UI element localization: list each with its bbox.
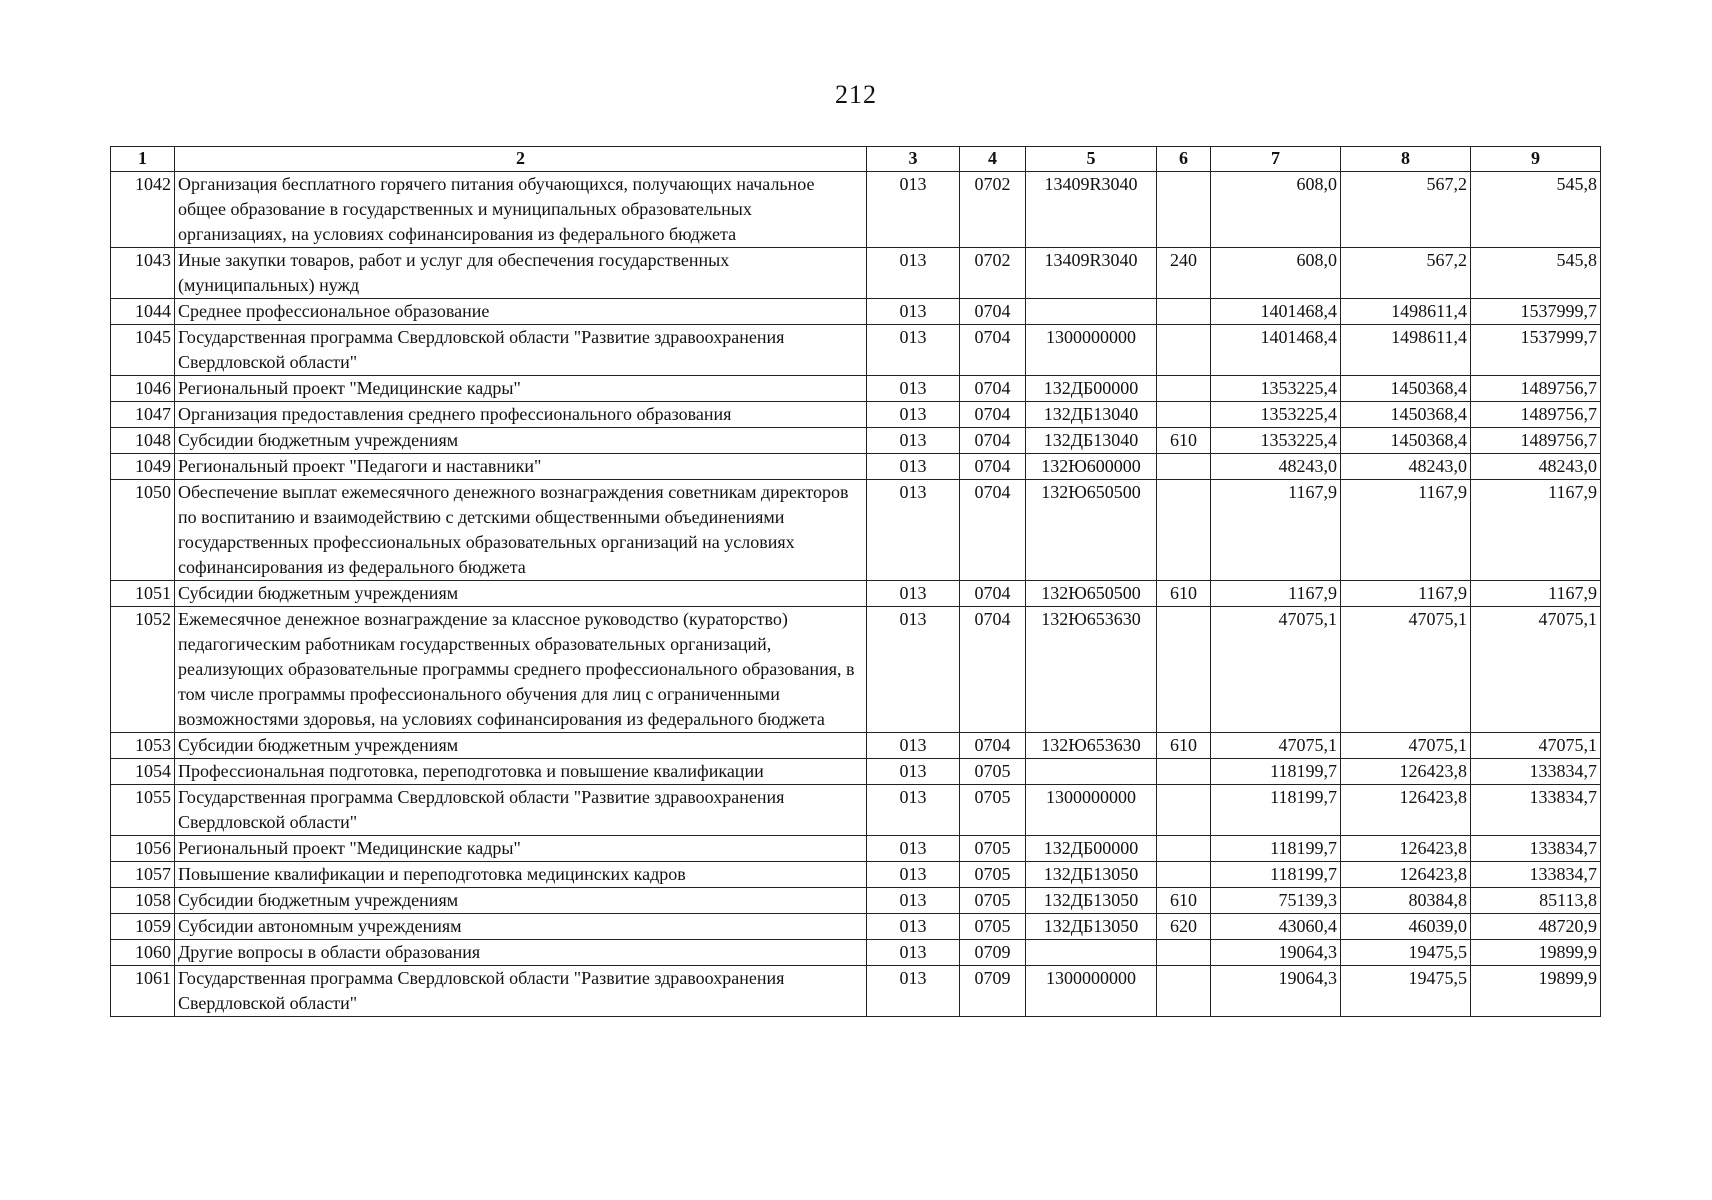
row-target-article: 1300000000 xyxy=(1026,785,1157,836)
row-expense-type: 610 xyxy=(1157,888,1211,914)
row-ministry-code: 013 xyxy=(867,940,960,966)
row-expense-type: 610 xyxy=(1157,428,1211,454)
table-row xyxy=(111,248,1601,299)
header-col-6: 6 xyxy=(1157,147,1211,172)
row-ministry-code: 013 xyxy=(867,248,960,299)
row-number: 1048 xyxy=(111,428,175,454)
table-row xyxy=(111,966,1601,1017)
row-ministry-code: 013 xyxy=(867,862,960,888)
row-target-article: 1300000000 xyxy=(1026,325,1157,376)
row-expense-type xyxy=(1157,607,1211,733)
row-amount-col8: 1498611,4 xyxy=(1341,325,1471,376)
row-amount-col9: 85113,8 xyxy=(1471,888,1601,914)
row-ministry-code: 013 xyxy=(867,325,960,376)
table-row xyxy=(111,607,1601,733)
row-description: Профессиональная подготовка, переподготовка и повышение квалификации xyxy=(175,759,867,785)
row-section-code: 0705 xyxy=(960,914,1026,940)
row-amount-col7: 75139,3 xyxy=(1211,888,1341,914)
row-ministry-code: 013 xyxy=(867,172,960,248)
row-amount-col9: 133834,7 xyxy=(1471,759,1601,785)
table-row xyxy=(111,454,1601,480)
row-description: Повышение квалификации и переподготовка медицинских кадров xyxy=(175,862,867,888)
row-expense-type xyxy=(1157,376,1211,402)
header-col-3: 3 xyxy=(867,147,960,172)
row-amount-col8: 1450368,4 xyxy=(1341,402,1471,428)
row-section-code: 0705 xyxy=(960,785,1026,836)
header-col-2: 2 xyxy=(175,147,867,172)
row-ministry-code: 013 xyxy=(867,966,960,1017)
row-target-article: 132Ю650500 xyxy=(1026,581,1157,607)
row-amount-col7: 43060,4 xyxy=(1211,914,1341,940)
row-target-article: 1300000000 xyxy=(1026,966,1157,1017)
row-amount-col9: 1167,9 xyxy=(1471,480,1601,581)
row-section-code: 0704 xyxy=(960,376,1026,402)
row-section-code: 0709 xyxy=(960,966,1026,1017)
row-amount-col8: 1167,9 xyxy=(1341,480,1471,581)
row-description: Субсидии бюджетным учреждениям xyxy=(175,581,867,607)
row-description: Другие вопросы в области образования xyxy=(175,940,867,966)
row-amount-col7: 19064,3 xyxy=(1211,966,1341,1017)
row-expense-type xyxy=(1157,966,1211,1017)
row-amount-col8: 1450368,4 xyxy=(1341,428,1471,454)
row-expense-type: 620 xyxy=(1157,914,1211,940)
row-description: Организация предоставления среднего профессионального образования xyxy=(175,402,867,428)
header-col-8: 8 xyxy=(1341,147,1471,172)
table-row xyxy=(111,836,1601,862)
row-description: Региональный проект "Медицинские кадры" xyxy=(175,376,867,402)
table-header-row xyxy=(111,147,1601,172)
row-amount-col8: 126423,8 xyxy=(1341,836,1471,862)
row-section-code: 0704 xyxy=(960,299,1026,325)
row-amount-col8: 567,2 xyxy=(1341,172,1471,248)
row-amount-col7: 1353225,4 xyxy=(1211,376,1341,402)
row-section-code: 0705 xyxy=(960,759,1026,785)
row-section-code: 0704 xyxy=(960,402,1026,428)
row-amount-col9: 545,8 xyxy=(1471,172,1601,248)
table-row xyxy=(111,299,1601,325)
row-amount-col8: 48243,0 xyxy=(1341,454,1471,480)
table-body xyxy=(111,172,1601,1017)
row-ministry-code: 013 xyxy=(867,402,960,428)
row-number: 1054 xyxy=(111,759,175,785)
row-section-code: 0704 xyxy=(960,733,1026,759)
row-ministry-code: 013 xyxy=(867,299,960,325)
row-target-article: 132ДБ00000 xyxy=(1026,376,1157,402)
row-number: 1051 xyxy=(111,581,175,607)
row-target-article xyxy=(1026,299,1157,325)
row-amount-col9: 1167,9 xyxy=(1471,581,1601,607)
row-number: 1044 xyxy=(111,299,175,325)
row-expense-type xyxy=(1157,402,1211,428)
row-number: 1052 xyxy=(111,607,175,733)
table-row xyxy=(111,862,1601,888)
row-description: Обеспечение выплат ежемесячного денежного вознаграждения советникам директоров по воспитанию и взаимодействию с детскими общественными объединениями государственных профессиональных образовательных организаций на условиях софинансирования из федерального бюджета xyxy=(175,480,867,581)
row-target-article: 132ДБ13050 xyxy=(1026,888,1157,914)
row-ministry-code: 013 xyxy=(867,733,960,759)
row-ministry-code: 013 xyxy=(867,376,960,402)
row-amount-col9: 47075,1 xyxy=(1471,607,1601,733)
table-row xyxy=(111,914,1601,940)
row-ministry-code: 013 xyxy=(867,607,960,733)
row-description: Региональный проект "Педагоги и наставники" xyxy=(175,454,867,480)
row-expense-type xyxy=(1157,785,1211,836)
header-col-7: 7 xyxy=(1211,147,1341,172)
row-amount-col9: 133834,7 xyxy=(1471,862,1601,888)
row-expense-type xyxy=(1157,299,1211,325)
row-number: 1056 xyxy=(111,836,175,862)
table-row xyxy=(111,480,1601,581)
row-ministry-code: 013 xyxy=(867,759,960,785)
table-row xyxy=(111,888,1601,914)
row-ministry-code: 013 xyxy=(867,836,960,862)
row-amount-col9: 1489756,7 xyxy=(1471,402,1601,428)
row-description: Ежемесячное денежное вознаграждение за классное руководство (кураторство) педагогическим работникам государственных образовательных организаций, реализующих образовательные программы среднего профессионального образования, в том числе программы профессионального обучения для лиц с ограниченными возможностями здоровья, на условиях софинансирования из федерального бюджета xyxy=(175,607,867,733)
table-row xyxy=(111,759,1601,785)
row-amount-col9: 1537999,7 xyxy=(1471,325,1601,376)
row-expense-type: 610 xyxy=(1157,733,1211,759)
row-section-code: 0705 xyxy=(960,836,1026,862)
row-target-article: 132Ю653630 xyxy=(1026,733,1157,759)
row-amount-col7: 47075,1 xyxy=(1211,733,1341,759)
row-ministry-code: 013 xyxy=(867,785,960,836)
row-target-article: 132ДБ13050 xyxy=(1026,862,1157,888)
row-number: 1060 xyxy=(111,940,175,966)
row-amount-col9: 133834,7 xyxy=(1471,836,1601,862)
table-row xyxy=(111,428,1601,454)
page-number: 212 xyxy=(835,80,877,109)
row-amount-col7: 1401468,4 xyxy=(1211,299,1341,325)
row-ministry-code: 013 xyxy=(867,914,960,940)
table-row xyxy=(111,733,1601,759)
row-section-code: 0704 xyxy=(960,428,1026,454)
row-number: 1057 xyxy=(111,862,175,888)
row-target-article xyxy=(1026,940,1157,966)
row-number: 1049 xyxy=(111,454,175,480)
table-row xyxy=(111,402,1601,428)
row-amount-col7: 118199,7 xyxy=(1211,836,1341,862)
row-section-code: 0702 xyxy=(960,248,1026,299)
row-description: Государственная программа Свердловской области "Развитие здравоохранения Свердловской области" xyxy=(175,966,867,1017)
row-amount-col7: 118199,7 xyxy=(1211,862,1341,888)
row-target-article: 13409R3040 xyxy=(1026,248,1157,299)
row-ministry-code: 013 xyxy=(867,428,960,454)
row-target-article: 132Ю650500 xyxy=(1026,480,1157,581)
row-number: 1053 xyxy=(111,733,175,759)
row-expense-type xyxy=(1157,172,1211,248)
row-amount-col7: 118199,7 xyxy=(1211,785,1341,836)
row-amount-col7: 1167,9 xyxy=(1211,480,1341,581)
row-amount-col7: 19064,3 xyxy=(1211,940,1341,966)
row-amount-col9: 545,8 xyxy=(1471,248,1601,299)
row-amount-col9: 19899,9 xyxy=(1471,940,1601,966)
row-section-code: 0704 xyxy=(960,607,1026,733)
row-amount-col8: 19475,5 xyxy=(1341,940,1471,966)
row-target-article: 132ДБ13040 xyxy=(1026,428,1157,454)
row-target-article: 132Ю600000 xyxy=(1026,454,1157,480)
row-amount-col7: 608,0 xyxy=(1211,248,1341,299)
row-amount-col9: 47075,1 xyxy=(1471,733,1601,759)
row-amount-col8: 47075,1 xyxy=(1341,733,1471,759)
row-section-code: 0705 xyxy=(960,862,1026,888)
row-target-article: 132ДБ13040 xyxy=(1026,402,1157,428)
row-amount-col9: 1489756,7 xyxy=(1471,376,1601,402)
row-description: Государственная программа Свердловской области "Развитие здравоохранения Свердловской области" xyxy=(175,785,867,836)
row-description: Субсидии бюджетным учреждениям xyxy=(175,428,867,454)
row-expense-type xyxy=(1157,480,1211,581)
budget-table xyxy=(110,146,1601,1017)
row-amount-col7: 608,0 xyxy=(1211,172,1341,248)
row-amount-col8: 1167,9 xyxy=(1341,581,1471,607)
row-amount-col8: 567,2 xyxy=(1341,248,1471,299)
row-ministry-code: 013 xyxy=(867,480,960,581)
row-target-article: 132ДБ00000 xyxy=(1026,836,1157,862)
header-col-9: 9 xyxy=(1471,147,1601,172)
table-row xyxy=(111,940,1601,966)
row-amount-col9: 1489756,7 xyxy=(1471,428,1601,454)
row-target-article: 132Ю653630 xyxy=(1026,607,1157,733)
row-amount-col9: 19899,9 xyxy=(1471,966,1601,1017)
row-section-code: 0704 xyxy=(960,454,1026,480)
row-amount-col7: 47075,1 xyxy=(1211,607,1341,733)
row-amount-col7: 1353225,4 xyxy=(1211,428,1341,454)
row-expense-type xyxy=(1157,940,1211,966)
row-number: 1047 xyxy=(111,402,175,428)
table-row xyxy=(111,325,1601,376)
row-description: Иные закупки товаров, работ и услуг для обеспечения государственных (муниципальных) нужд xyxy=(175,248,867,299)
row-expense-type xyxy=(1157,759,1211,785)
row-expense-type xyxy=(1157,862,1211,888)
row-number: 1059 xyxy=(111,914,175,940)
header-col-5: 5 xyxy=(1026,147,1157,172)
row-number: 1050 xyxy=(111,480,175,581)
row-section-code: 0704 xyxy=(960,325,1026,376)
row-description: Государственная программа Свердловской области "Развитие здравоохранения Свердловской области" xyxy=(175,325,867,376)
row-number: 1045 xyxy=(111,325,175,376)
row-target-article: 13409R3040 xyxy=(1026,172,1157,248)
row-amount-col7: 118199,7 xyxy=(1211,759,1341,785)
row-amount-col8: 126423,8 xyxy=(1341,862,1471,888)
row-ministry-code: 013 xyxy=(867,581,960,607)
row-section-code: 0705 xyxy=(960,888,1026,914)
row-amount-col7: 1167,9 xyxy=(1211,581,1341,607)
row-amount-col8: 126423,8 xyxy=(1341,759,1471,785)
row-amount-col9: 1537999,7 xyxy=(1471,299,1601,325)
table-row xyxy=(111,172,1601,248)
row-description: Субсидии автономным учреждениям xyxy=(175,914,867,940)
header-col-1: 1 xyxy=(111,147,175,172)
row-amount-col8: 46039,0 xyxy=(1341,914,1471,940)
row-expense-type: 610 xyxy=(1157,581,1211,607)
row-amount-col9: 48720,9 xyxy=(1471,914,1601,940)
row-number: 1061 xyxy=(111,966,175,1017)
row-section-code: 0704 xyxy=(960,480,1026,581)
row-amount-col8: 47075,1 xyxy=(1341,607,1471,733)
row-amount-col8: 1450368,4 xyxy=(1341,376,1471,402)
table-row xyxy=(111,785,1601,836)
row-description: Субсидии бюджетным учреждениям xyxy=(175,888,867,914)
row-expense-type xyxy=(1157,836,1211,862)
row-description: Субсидии бюджетным учреждениям xyxy=(175,733,867,759)
row-description: Организация бесплатного горячего питания обучающихся, получающих начальное общее образование в государственных и муниципальных образовательных организациях, на условиях софинансирования из федерального бюджета xyxy=(175,172,867,248)
row-number: 1055 xyxy=(111,785,175,836)
row-amount-col8: 80384,8 xyxy=(1341,888,1471,914)
row-section-code: 0709 xyxy=(960,940,1026,966)
header-col-4: 4 xyxy=(960,147,1026,172)
row-amount-col7: 48243,0 xyxy=(1211,454,1341,480)
row-section-code: 0704 xyxy=(960,581,1026,607)
table-row xyxy=(111,581,1601,607)
row-description: Среднее профессиональное образование xyxy=(175,299,867,325)
row-amount-col7: 1353225,4 xyxy=(1211,402,1341,428)
row-amount-col9: 48243,0 xyxy=(1471,454,1601,480)
row-amount-col8: 126423,8 xyxy=(1341,785,1471,836)
table-row xyxy=(111,376,1601,402)
row-number: 1042 xyxy=(111,172,175,248)
row-target-article: 132ДБ13050 xyxy=(1026,914,1157,940)
row-amount-col8: 19475,5 xyxy=(1341,966,1471,1017)
row-expense-type xyxy=(1157,454,1211,480)
row-expense-type: 240 xyxy=(1157,248,1211,299)
row-section-code: 0702 xyxy=(960,172,1026,248)
row-number: 1058 xyxy=(111,888,175,914)
row-description: Региональный проект "Медицинские кадры" xyxy=(175,836,867,862)
row-amount-col8: 1498611,4 xyxy=(1341,299,1471,325)
row-number: 1046 xyxy=(111,376,175,402)
row-number: 1043 xyxy=(111,248,175,299)
row-target-article xyxy=(1026,759,1157,785)
row-expense-type xyxy=(1157,325,1211,376)
row-amount-col9: 133834,7 xyxy=(1471,785,1601,836)
row-amount-col7: 1401468,4 xyxy=(1211,325,1341,376)
row-ministry-code: 013 xyxy=(867,888,960,914)
row-ministry-code: 013 xyxy=(867,454,960,480)
